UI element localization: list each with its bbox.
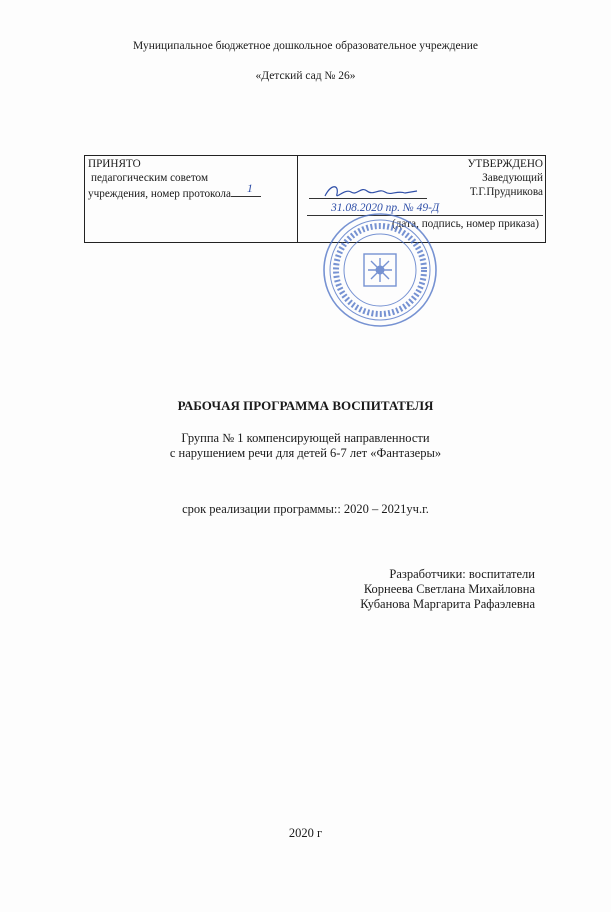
- program-term: срок реализации программы:: 2020 – 2021уч.г.: [182, 502, 429, 516]
- developers-label: Разработчики: воспитатели: [389, 567, 535, 581]
- accepted-heading: ПРИНЯТО: [88, 158, 141, 170]
- institution-line: Муниципальное бюджетное дошкольное образовательное учреждение: [133, 40, 478, 52]
- pedagogical-council-text: педагогическим советом: [91, 172, 209, 184]
- kindergarten-name: «Детский сад № 26»: [255, 70, 356, 82]
- protocol-number-blank: [231, 181, 261, 197]
- document-title: РАБОЧАЯ ПРОГРАММА ВОСПИТАТЕЛЯ: [177, 398, 434, 413]
- table-divider: [297, 156, 298, 242]
- date-caption: (дата, подпись, номер приказа): [392, 218, 539, 230]
- accepted-cell: [88, 157, 294, 201]
- head-name: Т.Г.Прудникова: [469, 186, 543, 198]
- approval-table: [84, 155, 546, 243]
- author-2: Кубанова Маргарита Рафаэлевна: [360, 597, 535, 611]
- document-year: 2020 г: [288, 826, 323, 840]
- group-line-2: с нарушением речи для детей 6-7 лет «Фантазеры»: [169, 446, 442, 460]
- protocol-number-handwritten: 1: [246, 181, 253, 195]
- approved-heading: УТВЕРЖДЕНО: [467, 158, 543, 170]
- group-line-1: Группа № 1 компенсирующей направленности: [181, 431, 430, 445]
- author-1: Корнеева Светлана Михайловна: [363, 582, 535, 596]
- protocol-label: учреждения, номер протокола: [88, 188, 231, 200]
- authors-block: [360, 567, 535, 612]
- handwritten-date: 31.08.2020 пр. № 49-Д: [331, 202, 440, 214]
- official-stamp: [322, 212, 438, 328]
- signature-row: [301, 185, 543, 201]
- protocol-line: [88, 181, 294, 201]
- head-position: Заведующий: [482, 172, 543, 184]
- handwritten-signature: [321, 182, 421, 202]
